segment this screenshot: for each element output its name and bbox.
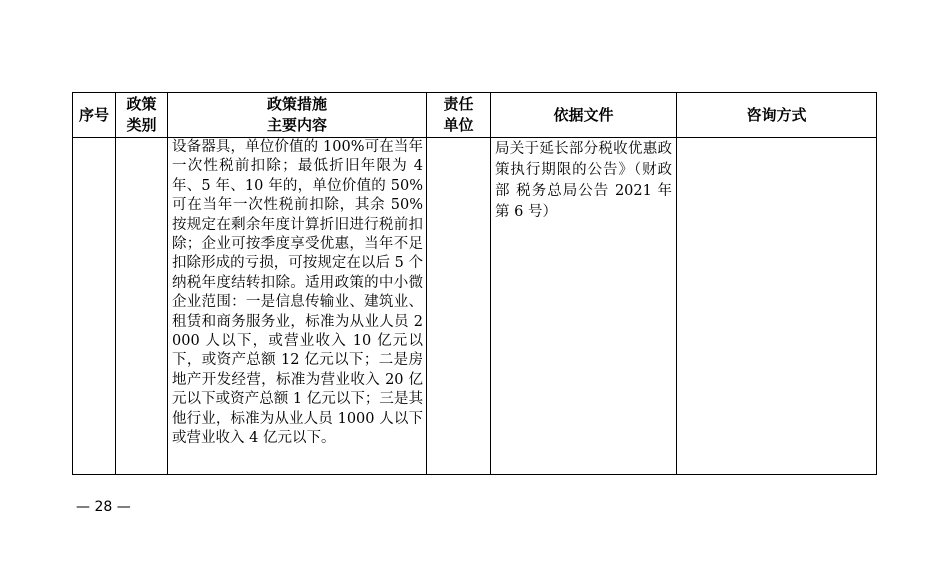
header-seq (73, 93, 116, 138)
cell-seq (73, 138, 116, 475)
policy-table (72, 92, 877, 475)
header-basis-label: 依据文件 (553, 105, 614, 124)
header-category-line2: 类别 (126, 116, 157, 134)
cell-unit (427, 138, 491, 475)
header-unit-line1: 责任 (443, 95, 474, 113)
header-measure-line2: 主要内容 (266, 116, 327, 134)
cell-consult (677, 138, 877, 475)
cell-content (168, 138, 427, 475)
policy-content-text: 设备器具，单位价值的 100%可在当年一次性税前扣除；最低折旧年限为 4 年、5 年、10 年的，单位价值的 50%可在当年一次性税前扣除，其余 50%按规定在剩余年度计算折旧进行税前扣除；企业可按季度享受优惠，当年不足扣除形成的亏损，可按规定在以后 5 个纳税年度结转扣除。适用政策的中小微企业范围：一是信息传输业、建筑业、租赁和商务服务业，标准为从业人员 2000 人以下，或营业收入 10 亿元以下，或资产总额 12 亿元以下；二是房地产开发经营，标准为营业收入 20 亿元以下或资产总额 1 亿元以下；三是其他行业，标准为从业人员 1000 人以下或营业收入 4 亿元以下。 (172, 139, 423, 447)
header-measure (168, 93, 427, 138)
basis-document-text: 局关于延长部分税收优惠政策执行期限的公告》（财政部 税务总局公告 2021 年第 6 号） (495, 141, 672, 220)
page-number: — 28 — (76, 499, 131, 515)
cell-basis (491, 138, 677, 475)
header-unit-line2: 单位 (443, 116, 474, 134)
cell-category (116, 138, 168, 475)
table-row (73, 138, 877, 475)
header-category (116, 93, 168, 138)
header-seq-label: 序号 (78, 105, 109, 124)
header-consult (677, 93, 877, 138)
header-category-line1: 政策 (126, 95, 157, 113)
header-unit (427, 93, 491, 138)
header-measure-line1: 政策措施 (266, 95, 327, 113)
table-header-row (73, 93, 877, 138)
header-basis (491, 93, 677, 138)
header-consult-label: 咨询方式 (746, 105, 807, 124)
